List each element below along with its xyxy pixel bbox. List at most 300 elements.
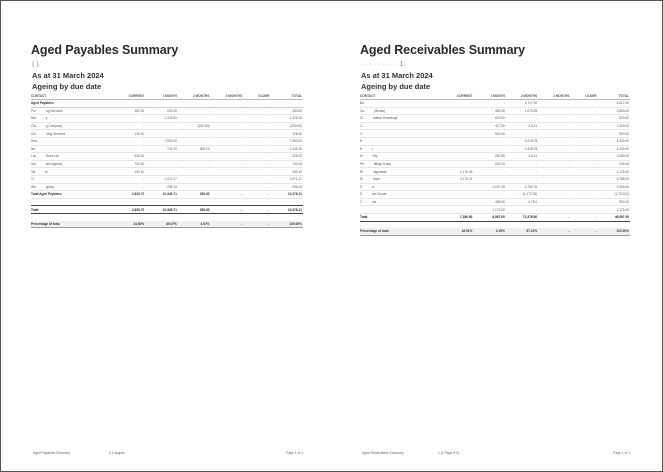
table-row [360, 145, 630, 153]
contact-code: Si [360, 177, 363, 182]
amount-cell: 1,376.00 [270, 115, 303, 123]
contact-code: S [360, 184, 363, 189]
amount-cell: - [473, 137, 505, 145]
amount-cell: 600.50 [473, 115, 505, 123]
amount-cell: - [441, 122, 473, 130]
column-header: CONTACT [31, 93, 113, 100]
contact-code: Cro [31, 131, 37, 136]
amount-cell: 2,6,21 [506, 122, 538, 130]
table-cell: 2,630.70 [113, 191, 146, 199]
amount-cell: 2,6,21 [506, 153, 538, 161]
contact-cell [31, 130, 113, 138]
contact-code: Ba [360, 101, 364, 106]
table-cell: - [210, 206, 243, 214]
amount-cell: 4,706.76 [506, 183, 538, 191]
contact-code: Ca [360, 108, 365, 113]
contact-name: ingsmade [373, 169, 387, 174]
contact-cell [360, 100, 441, 108]
amount-cell: - [113, 122, 146, 130]
amount-cell: - [571, 183, 598, 191]
table-cell: 13,378.21 [270, 191, 303, 199]
contact-cell [360, 168, 441, 176]
amount-cell: - [178, 115, 211, 123]
amount-cell: 1,071.27 [145, 175, 178, 183]
amount-cell: - [113, 115, 146, 123]
amount-cell: 1,376.00 [145, 115, 178, 123]
amount-cell: - [441, 160, 473, 168]
contact-name: pplies [45, 184, 55, 189]
table-row [360, 115, 630, 123]
table-cell: 399.60 [178, 191, 211, 199]
amount-cell: - [538, 122, 570, 130]
spacer-row [360, 221, 630, 228]
table-cell: 80.07% [145, 221, 178, 228]
amount-cell: 300.00 [113, 107, 146, 115]
amount-cell: - [243, 107, 270, 115]
contact-name: ons Agency [45, 162, 63, 167]
amount-cell: - [243, 145, 270, 153]
amount-cell: 42,730 [473, 122, 505, 130]
amount-cell: - [538, 191, 570, 199]
table-row [31, 145, 303, 153]
amount-cell: - [210, 153, 243, 161]
amount-cell: 1,176.00 [598, 168, 630, 176]
contact-code: Pe [360, 162, 364, 167]
table-row [31, 183, 303, 191]
contact-cell [31, 107, 113, 115]
contact-code: Ne [31, 146, 36, 151]
contact-name: Rty [372, 154, 378, 159]
amount-cell: - [538, 137, 570, 145]
amount-cell: - [538, 107, 570, 115]
amount-cell: - [506, 115, 538, 123]
amount-cell: 600.00 [598, 115, 630, 123]
column-header: TOTAL [270, 93, 303, 100]
contact-code: M [360, 154, 363, 159]
amount-cell: - [113, 145, 146, 153]
table-row [360, 107, 630, 115]
amount-cell: 125.00 [270, 130, 303, 138]
amount-cell: - [441, 100, 473, 108]
amount-cell: - [243, 160, 270, 168]
amount-cell: 1,075.25 [506, 107, 538, 115]
amount-cell: - [178, 107, 211, 115]
amount-cell: - [571, 122, 598, 130]
spacer-cell [360, 221, 630, 228]
total-aged-payables-row [31, 191, 303, 199]
column-header: CURRENT [441, 93, 473, 100]
amount-cell: - [441, 107, 473, 115]
table-row [31, 115, 303, 123]
amount-cell: - [571, 137, 598, 145]
contact-code: Tt [31, 177, 34, 182]
column-header: 2 MONTHS [506, 93, 538, 100]
table-cell: - [538, 228, 570, 235]
table-cell: - [571, 213, 598, 221]
amount-cell: - [113, 137, 146, 145]
table-cell: 13,378.21 [270, 206, 303, 214]
amount-cell: - [178, 160, 211, 168]
amount-cell: 3,176.21 [441, 175, 473, 183]
column-header: 1 MONTH [145, 93, 178, 100]
amount-cell: 1,071.27 [270, 175, 303, 183]
footer-generated: 1 (1 Page 8-9) [438, 451, 460, 455]
amount-cell: - [210, 122, 243, 130]
contact-name: ls [372, 184, 375, 189]
contact-name: ain Suede [372, 192, 387, 197]
amount-cell: - [538, 183, 570, 191]
amount-cell: 700.00 [113, 160, 146, 168]
section-header-row [31, 100, 303, 108]
amount-cell: - [178, 183, 211, 191]
amount-cell: - [538, 160, 570, 168]
table-row [360, 183, 630, 191]
amount-cell: - [571, 115, 598, 123]
report-basis: Ageing by due date [32, 82, 102, 91]
table-cell: 0.15% [473, 228, 505, 235]
table-cell: - [243, 221, 270, 228]
amount-cell: 741.00 [145, 145, 178, 153]
table-cell: 46,997.00 [598, 213, 630, 221]
amount-cell: - [571, 191, 598, 199]
amount-cell: - [571, 175, 598, 183]
section-label: Aged Payables [31, 100, 303, 108]
amount-cell: - [243, 153, 270, 161]
contact-cell [31, 183, 113, 191]
amount-cell: - [145, 153, 178, 161]
amount-cell: - [178, 175, 211, 183]
contact-cell [360, 175, 441, 183]
contact-name: ie [45, 169, 48, 174]
amount-cell: 4,75.0 [506, 198, 538, 206]
footer-page-number: Page 1 of 1 [286, 451, 303, 455]
amount-cell: 220.00 [145, 107, 178, 115]
amount-cell: 3,693.00 [598, 107, 630, 115]
amount-cell: - [571, 107, 598, 115]
contact-code: Y [360, 200, 363, 205]
grand-total-row [360, 213, 630, 221]
contact-name: ning Services [46, 131, 66, 136]
table-cell: - [243, 191, 270, 199]
contact-cell [31, 160, 113, 168]
contact-code: H [360, 146, 363, 151]
amount-cell: 700.00 [270, 160, 303, 168]
contact-code: Loc [31, 154, 37, 159]
amount-cell: 240.10 [473, 160, 505, 168]
page-title: Aged Receivables Summary [360, 43, 526, 57]
amount-cell: 300.00 [270, 107, 303, 115]
contact-code: Sal [31, 162, 36, 167]
amount-cell: - [243, 137, 270, 145]
amount-cell: - [571, 168, 598, 176]
amount-cell: - [210, 175, 243, 183]
amount-cell: - [506, 206, 538, 214]
amount-cell: 7,590.00 [270, 137, 303, 145]
contact-code: Rai [31, 116, 36, 121]
contact-cell [360, 137, 441, 145]
contact-name: ins [372, 200, 377, 205]
amount-cell: - [243, 168, 270, 176]
table-row [360, 191, 630, 199]
column-header: 1 MONTH [473, 93, 505, 100]
receivables-table [360, 93, 630, 236]
contact-code: Hea [31, 139, 37, 144]
table-cell: Total [360, 213, 441, 221]
contact-cell [31, 122, 113, 130]
amount-cell: - [178, 137, 211, 145]
organisation-name: ( ). [32, 61, 41, 68]
table-row [360, 100, 630, 108]
amount-cell: - [441, 137, 473, 145]
amount-cell: - [243, 183, 270, 191]
amount-cell: 125.00 [113, 130, 146, 138]
table-cell: - [210, 191, 243, 199]
amount-cell: - [571, 198, 598, 206]
table-cell: 7,186.50 [441, 213, 473, 221]
amount-cell: - [473, 191, 505, 199]
column-header: OLDER [243, 93, 270, 100]
amount-cell: 1,157.08 [473, 183, 505, 191]
contact-code: Ci [360, 116, 364, 121]
amount-cell: 1,176.05 [441, 168, 473, 176]
amount-cell: - [473, 168, 505, 176]
amount-cell: 4,400.00 [598, 145, 630, 153]
table-cell: 100.00% [270, 221, 303, 228]
amount-cell: - [113, 175, 146, 183]
amount-cell: - [571, 206, 598, 214]
table-row [31, 137, 303, 145]
amount-cell: - [210, 115, 243, 123]
table-row [360, 206, 630, 214]
amount-cell: 900.00 [473, 130, 505, 138]
contact-name: ng Services [45, 108, 63, 113]
amount-cell: 206.24 [145, 183, 178, 191]
amount-cell: - [210, 107, 243, 115]
amount-cell: - [538, 206, 570, 214]
table-row [31, 122, 303, 130]
contact-cell [360, 191, 441, 199]
table-row [360, 198, 630, 206]
amount-cell: 2,500.00 [598, 183, 630, 191]
table-row [360, 137, 630, 145]
contact-name: (Studio) [374, 108, 386, 113]
amount-cell: (1,710.00) [598, 191, 630, 199]
amount-cell: - [538, 130, 570, 138]
contact-cell [360, 122, 441, 130]
amount-cell: 1,175.00 [598, 206, 630, 214]
amount-cell: (290.30) [178, 122, 211, 130]
table-row [360, 175, 630, 183]
amount-cell: 7,590.00 [145, 137, 178, 145]
footer-report-name: Aged Payables Summary [33, 451, 71, 455]
amount-cell: 960.00 [598, 198, 630, 206]
table-row [360, 153, 630, 161]
amount-cell: - [441, 183, 473, 191]
contact-name: y [45, 116, 48, 121]
amount-cell: - [210, 137, 243, 145]
table-cell: - [210, 221, 243, 228]
table-cell: 67.10% [506, 228, 538, 235]
table-cell: 4.07% [178, 221, 211, 228]
contact-cell [360, 153, 441, 161]
amount-cell: - [243, 175, 270, 183]
amount-cell: - [113, 183, 146, 191]
footer-generated: 6 1 August [109, 451, 125, 455]
organisation-name: · · · · · · · · · 1. [361, 61, 406, 68]
amount-cell: - [210, 168, 243, 176]
amount-cell: - [210, 183, 243, 191]
amount-cell: (290.00) [270, 122, 303, 130]
amount-cell: 325.00 [113, 153, 146, 161]
amount-cell: 3,766.00 [598, 175, 630, 183]
amount-cell: 300.10 [178, 145, 211, 153]
amount-cell: - [538, 168, 570, 176]
contact-code: Cla [31, 124, 36, 129]
receivables-page [360, 0, 630, 472]
contact-name: g Company [45, 124, 63, 129]
table-cell: 399.60 [178, 206, 211, 214]
amount-cell: - [473, 100, 505, 108]
amount-cell: - [441, 198, 473, 206]
amount-cell: - [145, 130, 178, 138]
table-cell: Percentage of total [360, 228, 441, 235]
table-cell: Percentage of total [31, 221, 113, 228]
amount-cell: - [571, 160, 598, 168]
contact-cell [31, 175, 113, 183]
contact-name: t [372, 146, 374, 151]
spacer-cell [31, 198, 303, 206]
payables-page [31, 0, 303, 472]
footer-page-number: Page 1 of 1 [613, 451, 630, 455]
table-cell: 10,326.71 [145, 191, 178, 199]
amount-cell: 382.50 [473, 107, 505, 115]
column-header: CURRENT [113, 93, 146, 100]
contact-code: Pur [31, 108, 36, 113]
amount-cell: 485.90 [473, 198, 505, 206]
spacer-cell [31, 213, 303, 220]
amount-cell: 325.00 [270, 153, 303, 161]
contact-name: nhue [372, 177, 380, 182]
table-row [31, 160, 303, 168]
amount-cell: - [538, 153, 570, 161]
amount-cell: - [145, 160, 178, 168]
amount-cell: - [538, 175, 570, 183]
column-header: 3 MONTHS [538, 93, 570, 100]
amount-cell: - [571, 130, 598, 138]
amount-cell: - [210, 145, 243, 153]
table-cell: 24.60% [113, 221, 146, 228]
contact-code: Ri [360, 169, 364, 174]
amount-cell: - [145, 168, 178, 176]
table-row [360, 122, 630, 130]
table-cell: 4,067.00 [473, 213, 505, 221]
table-row [31, 175, 303, 183]
amount-cell: - [441, 145, 473, 153]
contact-code: Wo [31, 184, 36, 189]
contact-code: H [360, 139, 363, 144]
contact-code: S [360, 192, 363, 197]
amount-cell: - [441, 191, 473, 199]
amount-cell: - [178, 153, 211, 161]
amount-cell: 1,400.00 [598, 122, 630, 130]
contact-cell [31, 145, 113, 153]
column-header: TOTAL [598, 93, 630, 100]
amount-cell: - [210, 130, 243, 138]
amount-cell: - [210, 160, 243, 168]
table-cell: 10,326.71 [145, 206, 178, 214]
amount-cell: 240.00 [598, 160, 630, 168]
column-header: CONTACT [360, 93, 441, 100]
amount-cell: 190.10 [270, 168, 303, 176]
amount-cell: 4,617.00 [598, 100, 630, 108]
amount-cell: - [441, 115, 473, 123]
grand-total-row [31, 206, 303, 214]
table-row [31, 153, 303, 161]
report-date: As at 31 March 2024 [32, 71, 104, 80]
amount-cell: 4,717.00 [506, 100, 538, 108]
table-cell: - [243, 206, 270, 214]
percentage-row [360, 228, 630, 235]
amount-cell: - [506, 130, 538, 138]
percentage-row [31, 221, 303, 228]
table-row [31, 168, 303, 176]
report-basis: Ageing by due date [361, 82, 431, 91]
spacer-row [31, 213, 303, 220]
amount-cell: - [243, 130, 270, 138]
amount-cell: 1,041.00 [270, 145, 303, 153]
table-cell: Total Aged Payables [31, 191, 113, 199]
table-cell: 71,576.00 [506, 213, 538, 221]
amount-cell: 1,175.00 [473, 206, 505, 214]
amount-cell: - [473, 175, 505, 183]
amount-cell: - [538, 115, 570, 123]
amount-cell: 250.50 [473, 153, 505, 161]
contact-cell [31, 115, 113, 123]
amount-cell: (1,170.75) [506, 191, 538, 199]
amount-cell: - [243, 122, 270, 130]
amount-cell: - [441, 206, 473, 214]
page-title: Aged Payables Summary [31, 43, 179, 57]
table-cell: - [571, 228, 598, 235]
amount-cell: - [441, 153, 473, 161]
contact-cell [31, 153, 113, 161]
contact-name: iffling Group [373, 162, 392, 167]
contact-cell [31, 168, 113, 176]
amount-cell: - [145, 122, 178, 130]
amount-cell: 900.00 [598, 130, 630, 138]
table-row [31, 130, 303, 138]
table-row [360, 130, 630, 138]
contact-name: Sons Ltd [46, 154, 59, 159]
amount-cell: - [538, 145, 570, 153]
contact-code: Tal [31, 169, 36, 174]
amount-cell: - [243, 115, 270, 123]
contact-code: C [360, 124, 363, 129]
amount-cell: - [506, 168, 538, 176]
contact-cell [360, 183, 441, 191]
amount-cell: - [571, 153, 598, 161]
contact-cell [360, 206, 441, 214]
amount-cell: - [506, 175, 538, 183]
spacer-row [31, 198, 303, 206]
amount-cell: - [178, 168, 211, 176]
table-cell: 2,630.70 [113, 206, 146, 214]
amount-cell: - [441, 130, 473, 138]
footer-report-name: Aged Receivables Summary [362, 451, 404, 455]
contact-code: C [360, 131, 363, 136]
contact-cell [360, 145, 441, 153]
contact-cell [360, 130, 441, 138]
